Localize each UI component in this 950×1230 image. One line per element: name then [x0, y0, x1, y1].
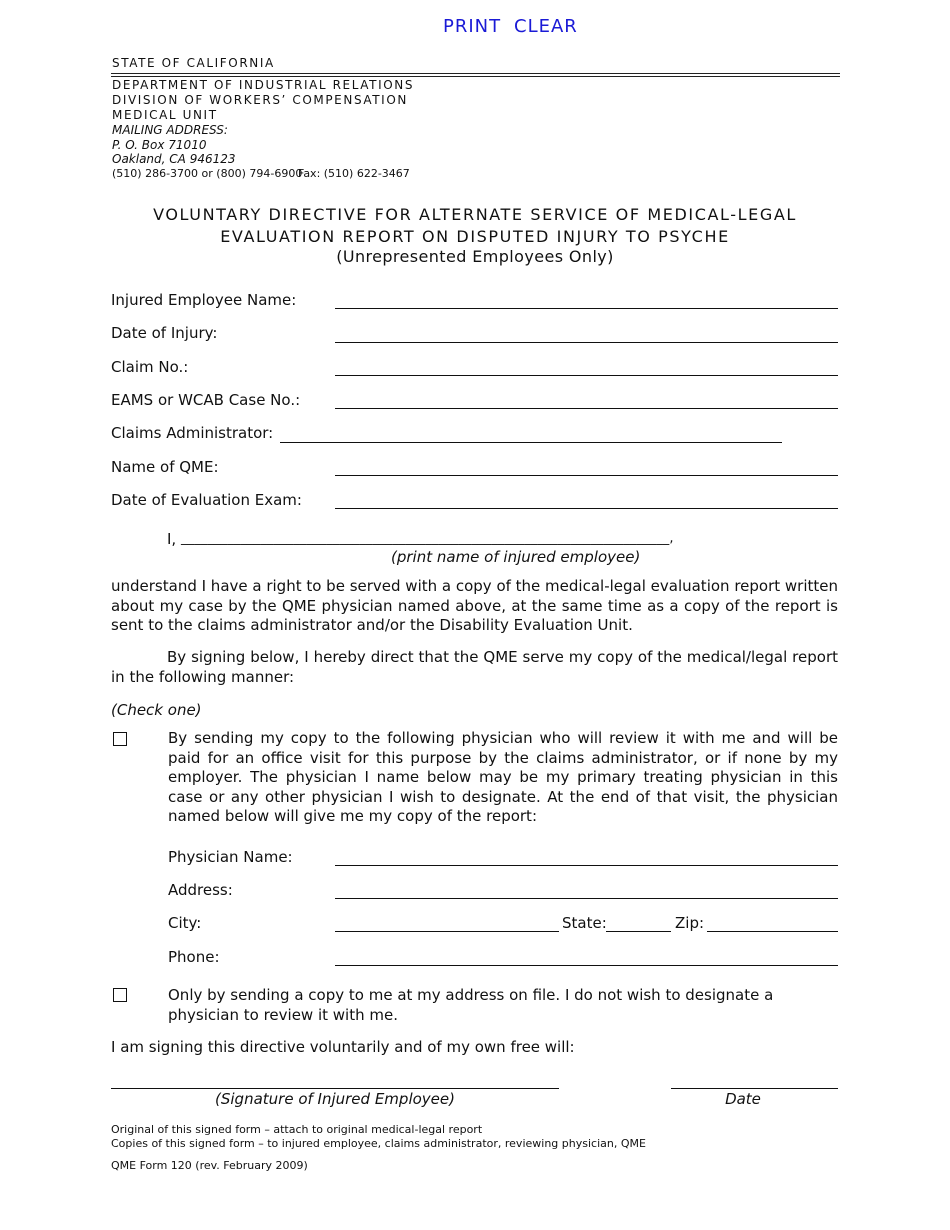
- state-line: [606, 931, 671, 932]
- claims-admin-label: Claims Administrator:: [111, 424, 274, 442]
- date-of-injury-input[interactable]: [335, 322, 841, 342]
- exam-date-line: [335, 508, 838, 509]
- date-of-injury-label: Date of Injury:: [111, 324, 218, 342]
- phone-input[interactable]: [335, 946, 841, 966]
- employee-name-input[interactable]: [335, 289, 841, 309]
- exam-date-label: Date of Evaluation Exam:: [111, 491, 302, 509]
- form-title-line2: EVALUATION REPORT ON DISPUTED INJURY TO PSYCHE: [220, 227, 730, 246]
- header-rule-top: [111, 73, 840, 74]
- state-label: State:: [562, 914, 607, 932]
- claims-admin-input[interactable]: [280, 422, 784, 442]
- qme-name-line: [335, 475, 838, 476]
- physician-name-input[interactable]: [335, 846, 841, 866]
- city-line: [335, 931, 559, 932]
- claim-no-label: Claim No.:: [111, 358, 189, 376]
- zip-label: Zip:: [675, 914, 705, 932]
- po-box: P. O. Box 71010: [112, 138, 207, 152]
- employee-name-line: [335, 308, 838, 309]
- print-name-input[interactable]: [182, 528, 826, 548]
- clear-button[interactable]: CLEAR: [514, 16, 578, 37]
- city-label: City:: [168, 914, 202, 932]
- phone-label: Phone:: [168, 948, 220, 966]
- check-one-label: (Check one): [111, 701, 202, 719]
- i-prefix: I,: [167, 530, 177, 548]
- city-input[interactable]: [335, 912, 561, 932]
- claim-no-input[interactable]: [335, 356, 841, 376]
- option-self-text: Only by sending a copy to me at my address on file. I do not wish to designate a physician to review it with me.: [168, 986, 774, 1024]
- case-no-input[interactable]: [335, 389, 841, 409]
- case-no-line: [335, 408, 838, 409]
- unit: MEDICAL UNIT: [112, 108, 218, 122]
- fax-number: Fax: (510) 622-3467: [298, 167, 410, 180]
- form-subtitle: (Unrepresented Employees Only): [336, 247, 614, 266]
- division: DIVISION OF WORKERS’ COMPENSATION: [112, 93, 408, 107]
- date-of-injury-line: [335, 342, 838, 343]
- exam-date-input[interactable]: [335, 489, 841, 509]
- form-title-line1: VOLUNTARY DIRECTIVE FOR ALTERNATE SERVICE OF MEDICAL-LEGAL: [153, 205, 797, 224]
- employee-name-label: Injured Employee Name:: [111, 291, 297, 309]
- signature-caption: (Signature of Injured Employee): [215, 1090, 455, 1108]
- print-button[interactable]: PRINT: [443, 16, 502, 37]
- physician-name-line: [335, 865, 838, 866]
- form-id: QME Form 120 (rev. February 2009): [111, 1159, 308, 1172]
- phone-line: [335, 965, 838, 966]
- direction-paragraph: By signing below, I hereby direct that the QME serve my copy of the medical/legal report in the following manner:: [111, 648, 838, 686]
- voluntary-statement: I am signing this directive voluntarily and of my own free will:: [111, 1038, 575, 1056]
- rights-paragraph: understand I have a right to be served with a copy of the medical-legal evaluation report written about my case by the QME physician named above, at the same time as a copy of the report is sent to the claims administrator and/or the Disability Evaluation Unit.: [111, 577, 838, 634]
- option-physician-checkbox[interactable]: [113, 732, 127, 746]
- option-physician-text: By sending my copy to the following physician who will review it with me and will be paid for an office visit for this purpose by the claims administrator, or if none by my employer. The physician I name below may be my primary treating physician in this case or any other physician I wish to designate. At the end of that visit, the physician named below will give me my copy of the report:: [168, 729, 838, 825]
- date-caption: Date: [725, 1090, 761, 1108]
- state-input[interactable]: [606, 912, 673, 932]
- case-no-label: EAMS or WCAB Case No.:: [111, 391, 301, 409]
- footer-original: Original of this signed form – attach to original medical-legal report: [111, 1123, 483, 1136]
- zip-input[interactable]: [707, 912, 841, 932]
- footer-copies: Copies of this signed form – to injured employee, claims administrator, reviewing physician, QME: [111, 1137, 646, 1150]
- mailing-address-label: MAILING ADDRESS:: [112, 123, 228, 137]
- print-name-blank: __________________________________________________________________________,: [181, 531, 674, 546]
- print-name-caption: (print name of injured employee): [391, 548, 641, 566]
- header-rule-bottom: [111, 76, 840, 77]
- qme-name-label: Name of QME:: [111, 458, 219, 476]
- date-line: [671, 1088, 838, 1089]
- signature-line: [111, 1088, 559, 1089]
- qme-name-input[interactable]: [335, 456, 841, 476]
- claim-no-line: [335, 375, 838, 376]
- city-address: Oakland, CA 946123: [112, 152, 236, 166]
- date-input[interactable]: [671, 1069, 841, 1089]
- signature-input[interactable]: [111, 1069, 561, 1089]
- claims-admin-line: [280, 442, 782, 443]
- address-line: [335, 898, 838, 899]
- phone-numbers: (510) 286-3700 or (800) 794-6900: [112, 167, 303, 180]
- address-label: Address:: [168, 881, 233, 899]
- option-self-checkbox[interactable]: [113, 988, 127, 1002]
- zip-line: [707, 931, 838, 932]
- address-input[interactable]: [335, 879, 841, 899]
- state-of-california: STATE OF CALIFORNIA: [112, 56, 275, 70]
- physician-name-label: Physician Name:: [168, 848, 293, 866]
- department: DEPARTMENT OF INDUSTRIAL RELATIONS: [112, 78, 415, 92]
